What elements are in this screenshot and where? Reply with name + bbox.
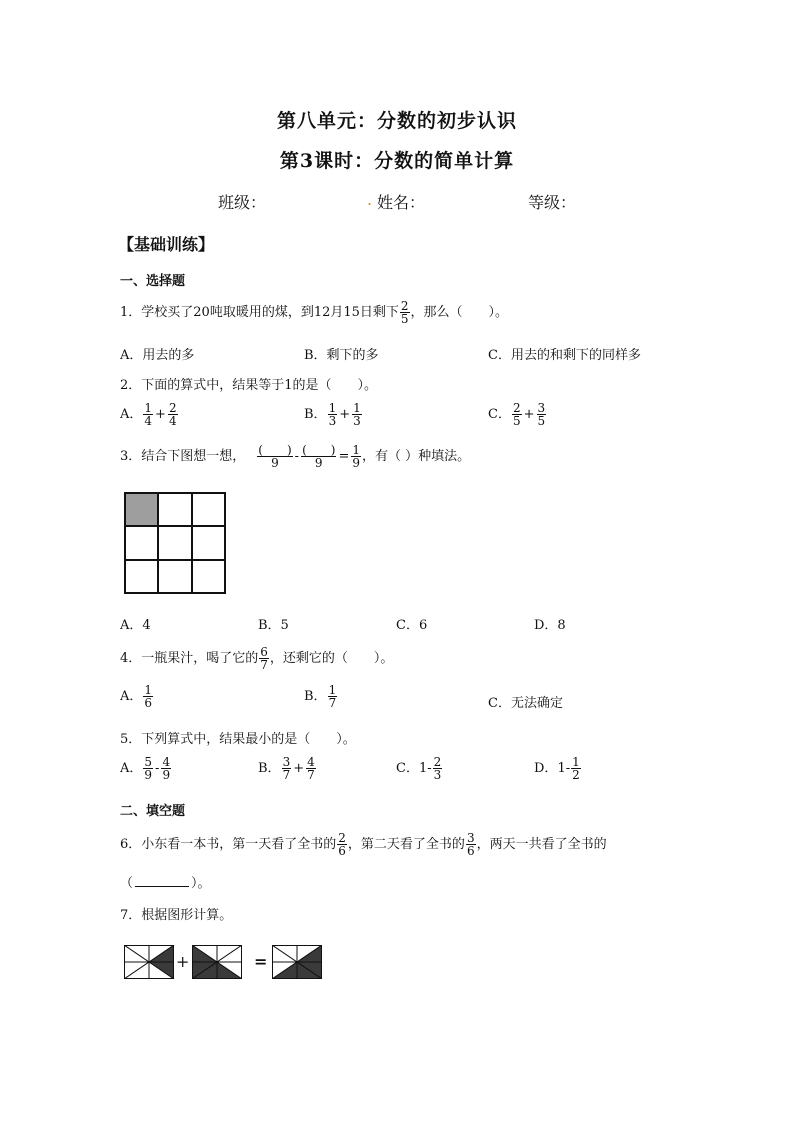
q2-option-b[interactable]: B． $\frac{1}{3}$ + $\frac{1}{3}$ [304,401,361,428]
q4-option-b[interactable]: B． $\frac{1}{7}$ [304,683,337,710]
q5-option-d[interactable]: D．1- $\frac{1}{2}$ [534,755,580,782]
question-4-stem: 4．一瓶果汁，喝了它的 $\frac{6}{7}$ ，还剩它的（ ）。 [120,645,394,672]
grid-cell [158,493,191,526]
q3-option-b[interactable]: B．5 [258,618,289,633]
q6-answer-blank[interactable]: （ ）。 [120,876,211,891]
fraction-rectangle-3 [272,945,322,979]
question-6-stem: 6．小东看一本书，第一天看了全书的 $\frac{2}{6}$ ，第二天看了全书的 $\frac{3}{6}$ ，两天一共看了全书的 [120,831,607,858]
question-3-stem: 3．结合下图想一想， $\frac{( )}{9}$ - $\frac{( )}{9}$ = $\frac{1}{9}$ ，有（ ）种填法。 [120,443,471,470]
grid-cell [125,526,158,559]
q4-option-c[interactable]: C．无法确定 [488,696,563,711]
question-7-stem: 7．根据图形计算。 [120,908,233,923]
page-title: 第八单元：分数的初步认识 [276,110,517,132]
section-heading: 【基础训练】 [118,235,215,254]
plus-sign: + [176,952,190,971]
grid-cell-shaded [125,493,158,526]
lesson-title: 第3课时：分数的简单计算 [279,150,515,172]
q1-option-b[interactable]: B．剩下的多 [304,348,379,363]
q3-option-a[interactable]: A．4 [120,618,151,633]
q3-option-d[interactable]: D．8 [534,618,566,633]
fraction-rectangle-2 [192,945,242,979]
question-5-stem: 5．下列算式中，结果最小的是（ ）。 [120,732,356,747]
q4-option-a[interactable]: A． $\frac{1}{6}$ [120,683,153,710]
question-1-stem: 1．学校买了20吨取暖用的煤，到12月15日剩下 $\frac{2}{5}$ ，那么（ ）。 [120,299,509,326]
grade-label: 等级： [528,193,577,212]
grid-cell [125,560,158,593]
q5-option-b[interactable]: B． $\frac{3}{7}$ + $\frac{4}{7}$ [258,755,315,782]
q1-option-a[interactable]: A．用去的多 [120,348,195,363]
q2-option-c[interactable]: C． $\frac{2}{5}$ + $\frac{3}{5}$ [488,401,546,428]
q5-option-a[interactable]: A． $\frac{5}{9}$ - $\frac{4}{9}$ [120,755,171,782]
grid-cell [192,526,225,559]
part1-heading: 一、选择题 [120,274,186,289]
class-label: 班级： [218,193,267,212]
name-label: 姓名： [377,193,426,212]
grid-cell [192,493,225,526]
part2-heading: 二、填空题 [120,804,186,819]
q3-option-c[interactable]: C．6 [396,618,428,633]
fraction: $\frac{2}{5}$ [400,299,409,326]
q5-option-c[interactable]: C．1- $\frac{2}{3}$ [396,755,442,782]
q1-option-c[interactable]: C．用去的和剩下的同样多 [488,348,641,363]
grid-cell [158,526,191,559]
q2-option-a[interactable]: A． $\frac{1}{4}$ + $\frac{2}{4}$ [120,401,177,428]
grid-cell [192,560,225,593]
grid-cell [158,560,191,593]
fraction-rectangle-1 [124,945,174,979]
equals-sign: = [254,952,268,971]
nine-square-grid [124,492,226,594]
question-2-stem: 2．下面的算式中，结果等于1的是（ ）。 [120,378,378,393]
separator-dot: . [367,190,373,209]
